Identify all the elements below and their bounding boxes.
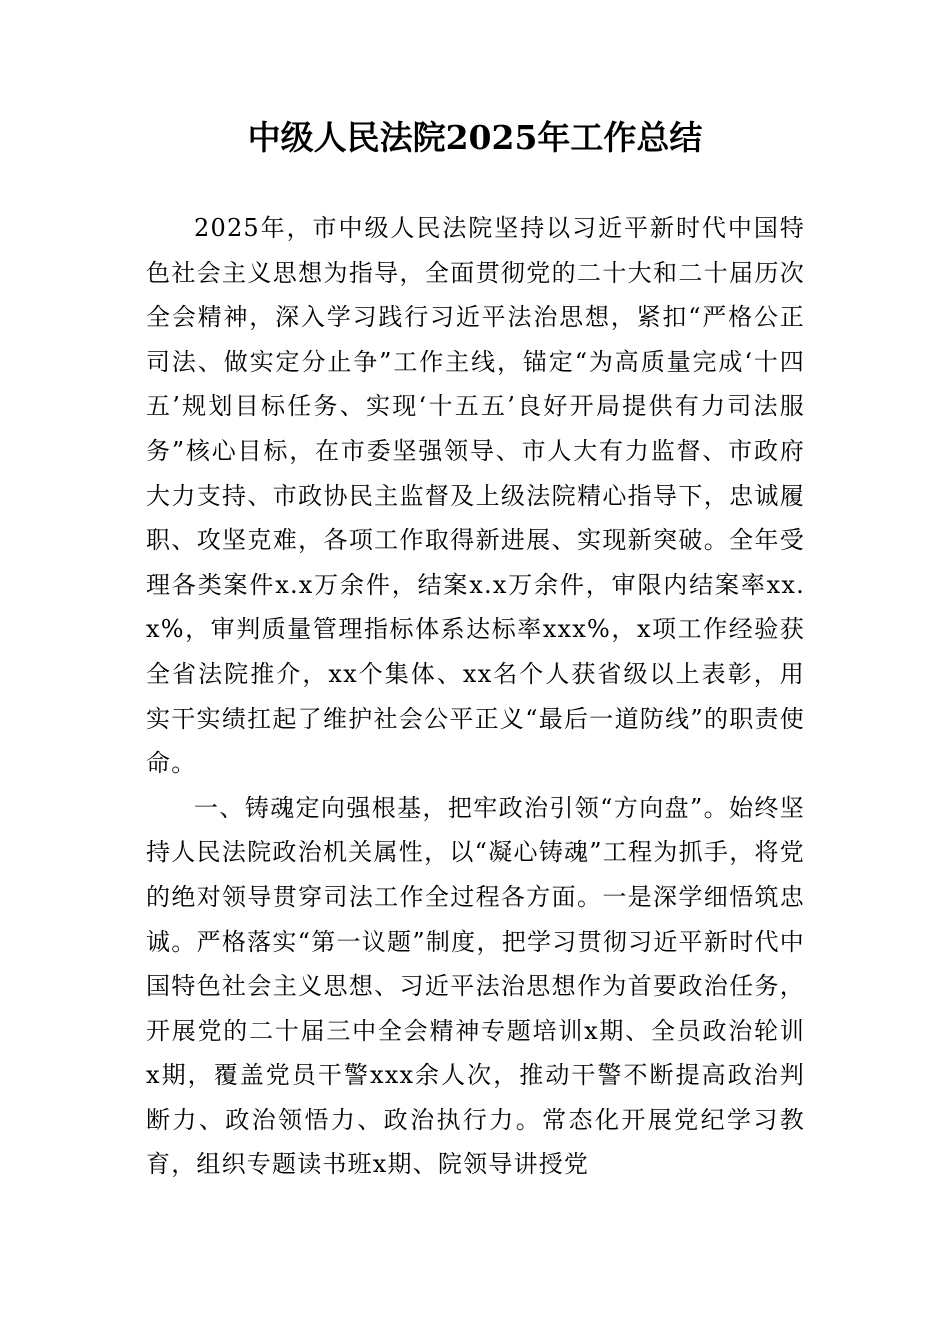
document-body (146, 206, 805, 1187)
paragraph-intro: 2025年，市中级人民法院坚持以习近平新时代中国特色社会主义思想为指导，全面贯彻党的二十大和二十届历次全会精神，深入学习践行习近平法治思想，紧扣“严格公正司法、做实定分止争”工作主线，锚定“为高质量完成‘十四五’规划目标任务、实现‘十五五’良好开局提供有力司法服务”核心目标，在市委坚强领导、市人大有力监督、市政府大力支持、市政协民主监督及上级法院精心指导下，忠诚履职、攻坚克难，各项工作取得新进展、实现新突破。全年受理各类案件x.x万余件，结案x.x万余件，审限内结案率xx.x%，审判质量管理指标体系达标率xxx%，x项工作经验获全省法院推介，xx个集体、xx名个人获省级以上表彰，用实干实绩扛起了维护社会公平正义“最后一道防线”的职责使命。 (146, 214, 805, 778)
paragraph-section-one: 一、铸魂定向强根基，把牢政治引领“方向盘”。始终坚持人民法院政治机关属性，以“凝心铸魂”工程为抓手，将党的绝对领导贯穿司法工作全过程各方面。一是深学细悟筑忠诚。严格落实“第一议题”制度，把学习贯彻习近平新时代中国特色社会主义思想、习近平法治思想作为首要政治任务，开展党的二十届三中全会精神专题培训x期、全员政治轮训x期，覆盖党员干警xxx余人次，推动干警不断提高政治判断力、政治领悟力、政治执行力。常态化开展党纪学习教育，组织专题读书班x期、院领导讲授党 (146, 793, 805, 1179)
document-title: 中级人民法院2025年工作总结 (247, 118, 703, 157)
